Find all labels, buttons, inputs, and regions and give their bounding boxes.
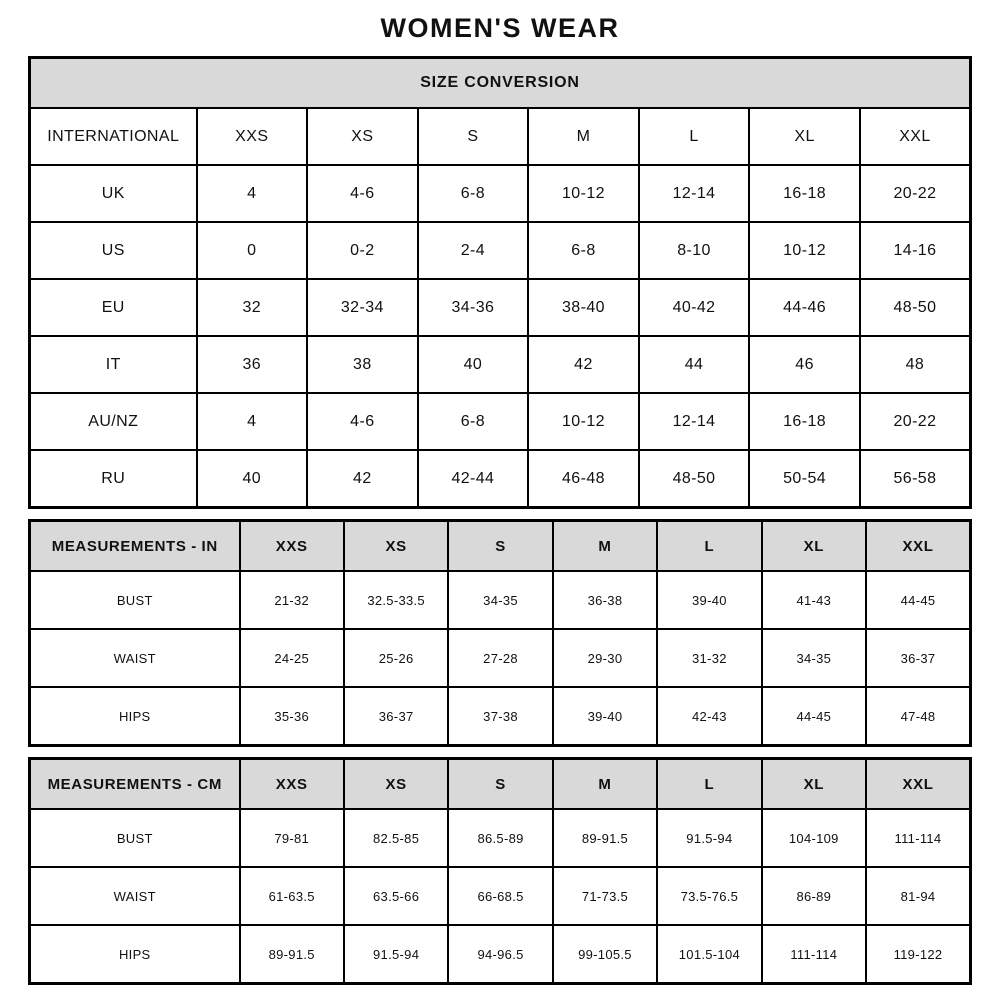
measurement-value-cell: 36-37 [866, 629, 970, 687]
row-label: US [30, 222, 197, 279]
measurement-value-cell: 91.5-94 [344, 925, 448, 984]
size-value-cell: 10-12 [528, 393, 639, 450]
size-col-header: S [448, 759, 552, 810]
size-value-cell: 48-50 [639, 450, 750, 508]
size-col-header: XXS [240, 759, 344, 810]
measurement-value-cell: 63.5-66 [344, 867, 448, 925]
row-label: HIPS [30, 687, 240, 746]
size-value-cell: 20-22 [860, 393, 971, 450]
size-col-header: XL [762, 759, 866, 810]
size-value-cell: 44 [639, 336, 750, 393]
measurement-value-cell: 101.5-104 [657, 925, 761, 984]
row-label: AU/NZ [30, 393, 197, 450]
measurement-value-cell: 35-36 [240, 687, 344, 746]
measurement-value-cell: 24-25 [240, 629, 344, 687]
size-value-cell: 12-14 [639, 393, 750, 450]
measurement-value-cell: 44-45 [762, 687, 866, 746]
measurement-value-cell: 91.5-94 [657, 809, 761, 867]
size-col-header: XXL [866, 759, 970, 810]
size-value-cell: 6-8 [418, 393, 529, 450]
size-value-cell: 50-54 [749, 450, 860, 508]
measurement-value-cell: 99-105.5 [553, 925, 657, 984]
measurement-value-cell: 94-96.5 [448, 925, 552, 984]
row-label: RU [30, 450, 197, 508]
size-value-cell: 4-6 [307, 393, 418, 450]
size-col-header: M [553, 521, 657, 572]
measurement-value-cell: 79-81 [240, 809, 344, 867]
table-row [30, 809, 971, 867]
size-value-cell: 42 [528, 336, 639, 393]
size-col-header: XL [762, 521, 866, 572]
size-value-cell: 12-14 [639, 165, 750, 222]
size-value-cell: 34-36 [418, 279, 529, 336]
size-value-cell: 0 [197, 222, 308, 279]
row-label: EU [30, 279, 197, 336]
measurement-value-cell: 111-114 [762, 925, 866, 984]
measurement-value-cell: 104-109 [762, 809, 866, 867]
size-value-cell: 40 [197, 450, 308, 508]
size-value-cell: 0-2 [307, 222, 418, 279]
table-row [30, 279, 971, 336]
size-col-header: XXS [240, 521, 344, 572]
table-header-row [30, 521, 971, 572]
size-col-header: L [657, 521, 761, 572]
measurement-value-cell: 31-32 [657, 629, 761, 687]
measurement-value-cell: 36-38 [553, 571, 657, 629]
measurements-in-title: MEASUREMENTS - IN [30, 521, 240, 572]
measurement-value-cell: 81-94 [866, 867, 970, 925]
size-value-cell: 16-18 [749, 165, 860, 222]
table-row [30, 571, 971, 629]
size-col-header: XXS [197, 108, 308, 165]
size-value-cell: 40-42 [639, 279, 750, 336]
size-value-cell: 36 [197, 336, 308, 393]
measurement-value-cell: 111-114 [866, 809, 970, 867]
size-value-cell: 56-58 [860, 450, 971, 508]
size-value-cell: 40 [418, 336, 529, 393]
row-label: BUST [30, 809, 240, 867]
measurement-value-cell: 71-73.5 [553, 867, 657, 925]
measurement-value-cell: 27-28 [448, 629, 552, 687]
size-value-cell: 6-8 [418, 165, 529, 222]
measurement-value-cell: 39-40 [553, 687, 657, 746]
row-label: HIPS [30, 925, 240, 984]
size-conversion-table [28, 56, 972, 509]
measurement-value-cell: 41-43 [762, 571, 866, 629]
row-label: BUST [30, 571, 240, 629]
size-value-cell: 38 [307, 336, 418, 393]
table-row [30, 450, 971, 508]
measurement-value-cell: 37-38 [448, 687, 552, 746]
size-col-header: XS [344, 759, 448, 810]
table-row [30, 336, 971, 393]
size-col-header: M [553, 759, 657, 810]
size-col-header: XL [749, 108, 860, 165]
row-label: INTERNATIONAL [30, 108, 197, 165]
size-value-cell: 48 [860, 336, 971, 393]
table-row [30, 925, 971, 984]
size-value-cell: 32-34 [307, 279, 418, 336]
measurement-value-cell: 21-32 [240, 571, 344, 629]
size-value-cell: 38-40 [528, 279, 639, 336]
measurements-cm-table [28, 757, 972, 985]
size-value-cell: 20-22 [860, 165, 971, 222]
table-row [30, 629, 971, 687]
row-label: UK [30, 165, 197, 222]
measurement-value-cell: 42-43 [657, 687, 761, 746]
measurement-value-cell: 86-89 [762, 867, 866, 925]
measurement-value-cell: 47-48 [866, 687, 970, 746]
size-value-cell: 46-48 [528, 450, 639, 508]
size-value-cell: 2-4 [418, 222, 529, 279]
table-row [30, 867, 971, 925]
size-col-header: L [657, 759, 761, 810]
row-label: WAIST [30, 629, 240, 687]
measurement-value-cell: 61-63.5 [240, 867, 344, 925]
size-col-header: XXL [860, 108, 971, 165]
measurement-value-cell: 119-122 [866, 925, 970, 984]
size-value-cell: 6-8 [528, 222, 639, 279]
measurement-value-cell: 89-91.5 [240, 925, 344, 984]
measurement-value-cell: 36-37 [344, 687, 448, 746]
measurement-value-cell: 86.5-89 [448, 809, 552, 867]
size-value-cell: 8-10 [639, 222, 750, 279]
size-conversion-title: SIZE CONVERSION [30, 58, 971, 109]
measurements-in-table [28, 519, 972, 747]
measurement-value-cell: 39-40 [657, 571, 761, 629]
size-col-header: S [418, 108, 529, 165]
size-value-cell: 46 [749, 336, 860, 393]
measurement-value-cell: 29-30 [553, 629, 657, 687]
table-header-row [30, 759, 971, 810]
size-col-header: L [639, 108, 750, 165]
size-col-header: XS [307, 108, 418, 165]
measurement-value-cell: 32.5-33.5 [344, 571, 448, 629]
size-col-header: XS [344, 521, 448, 572]
row-label: IT [30, 336, 197, 393]
size-value-cell: 42-44 [418, 450, 529, 508]
size-value-cell: 14-16 [860, 222, 971, 279]
measurement-value-cell: 34-35 [448, 571, 552, 629]
measurements-cm-title: MEASUREMENTS - CM [30, 759, 240, 810]
table-header-row [30, 58, 971, 109]
size-value-cell: 42 [307, 450, 418, 508]
size-value-cell: 32 [197, 279, 308, 336]
table-row [30, 108, 971, 165]
size-value-cell: 4 [197, 393, 308, 450]
size-col-header: S [448, 521, 552, 572]
size-value-cell: 4 [197, 165, 308, 222]
table-row [30, 165, 971, 222]
size-value-cell: 4-6 [307, 165, 418, 222]
measurement-value-cell: 44-45 [866, 571, 970, 629]
measurement-value-cell: 89-91.5 [553, 809, 657, 867]
size-value-cell: 44-46 [749, 279, 860, 336]
table-row [30, 393, 971, 450]
measurement-value-cell: 82.5-85 [344, 809, 448, 867]
table-row [30, 222, 971, 279]
size-value-cell: 48-50 [860, 279, 971, 336]
size-col-header: M [528, 108, 639, 165]
row-label: WAIST [30, 867, 240, 925]
measurement-value-cell: 73.5-76.5 [657, 867, 761, 925]
size-value-cell: 10-12 [528, 165, 639, 222]
measurement-value-cell: 34-35 [762, 629, 866, 687]
page-title: WOMEN'S WEAR [380, 13, 620, 43]
measurement-value-cell: 66-68.5 [448, 867, 552, 925]
size-col-header: XXL [866, 521, 970, 572]
measurement-value-cell: 25-26 [344, 629, 448, 687]
size-value-cell: 16-18 [749, 393, 860, 450]
size-value-cell: 10-12 [749, 222, 860, 279]
table-row [30, 687, 971, 746]
